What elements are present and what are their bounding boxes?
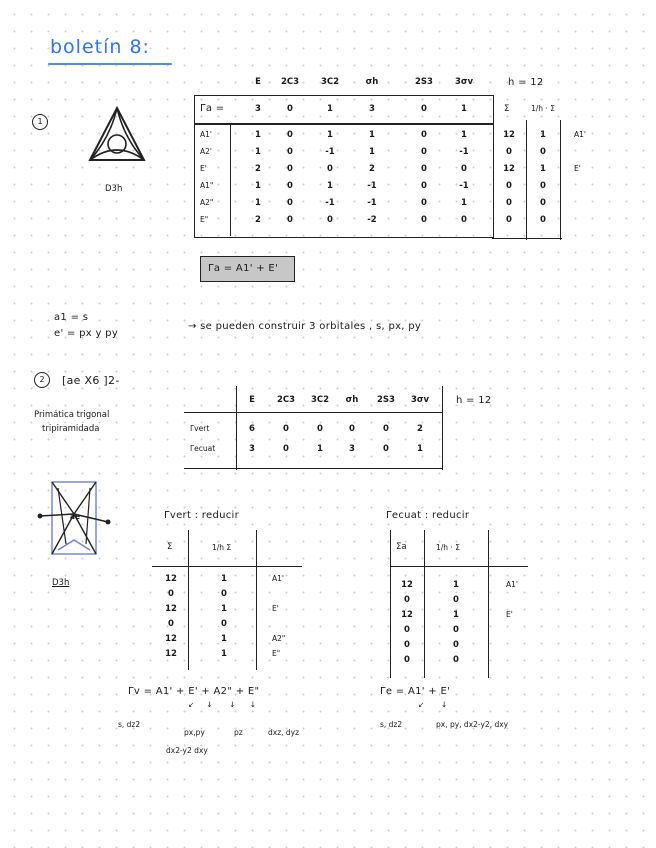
- ex2-left-h2: 1/h Σ: [212, 543, 232, 552]
- ex1-coef-0: 1: [540, 130, 546, 140]
- ex2-left-sum-4: 12: [165, 634, 177, 644]
- ex1-char-1-3: 1: [369, 147, 375, 157]
- ex1-irrep-2: E': [200, 164, 207, 173]
- ex1-col-bottom: [492, 238, 562, 239]
- ex1-char-5-3: -2: [367, 215, 377, 225]
- ex2-left-title: Γvert : reducir: [164, 510, 240, 521]
- ex1-irrep-5: E": [200, 215, 209, 224]
- ex2-header-5: 3σv: [410, 395, 430, 405]
- ex2-left-sum-3: 0: [168, 619, 174, 629]
- ex2-right-orb-1: s, dz2: [380, 720, 403, 729]
- ex1-orbital-a1: a1 = s: [54, 312, 89, 323]
- ex1-char-2-5: 0: [461, 164, 467, 174]
- ex1-coef-5: 0: [540, 215, 546, 225]
- ex1-char-0-2: 1: [327, 130, 333, 140]
- ex2-right-divider-2: [488, 530, 489, 678]
- ex2-cell-0-1: 0: [283, 424, 289, 434]
- ex2-right-title: Γecuat : reducir: [386, 510, 470, 521]
- ex2-formula: [ae X6 ]2-: [62, 374, 120, 387]
- ex2-left-orb-2: px,py: [184, 728, 205, 737]
- ex2-right-sum-4: 0: [404, 640, 410, 650]
- ex2-left-divider-1: [188, 530, 189, 670]
- ex1-char-3-1: 0: [287, 181, 293, 191]
- ex2-right-coef-5: 0: [453, 655, 459, 665]
- ex1-sum-1: 0: [506, 147, 512, 157]
- ex2-left-sum-0: 12: [165, 574, 177, 584]
- ex2-cell-1-4: 0: [383, 444, 389, 454]
- ex1-header-0: E: [255, 77, 261, 87]
- ex1-char-2-1: 0: [287, 164, 293, 174]
- ex2-header-line: [184, 412, 443, 413]
- ex1-gamma-cell-3: 3: [369, 104, 375, 114]
- ex1-gamma-cell-4: 0: [421, 104, 427, 114]
- ex1-irrep-divider: [230, 124, 231, 236]
- ex1-char-3-5: -1: [459, 181, 469, 191]
- ex2-cell-1-2: 1: [317, 444, 323, 454]
- ex2-cell-1-1: 0: [283, 444, 289, 454]
- ex2-left-coef-1: 0: [221, 589, 227, 599]
- ex2-right-label-2: E': [506, 610, 513, 619]
- ex2-row-label-1: Γecuat: [190, 444, 216, 453]
- ex2-left-coef-5: 1: [221, 649, 227, 659]
- ex1-header-3: σh: [365, 77, 379, 87]
- ex2-central-atom: ae: [70, 512, 81, 521]
- ex2-left-coef-3: 0: [221, 619, 227, 629]
- ex2-left-h1: Σ: [167, 542, 173, 552]
- exercise-1-marker: 1: [32, 114, 48, 130]
- ex1-coef-4: 0: [540, 198, 546, 208]
- ex1-char-4-1: 0: [287, 198, 293, 208]
- ex2-right-sum-0: 12: [401, 580, 413, 590]
- ex1-orbital-e: e' = px y py: [54, 328, 119, 339]
- ex2-left-arrows: ↙ ↓ ↓ ↓: [188, 700, 257, 709]
- ex2-left-coef-2: 1: [221, 604, 227, 614]
- ex1-char-2-0: 2: [255, 164, 261, 174]
- ex1-sum-4: 0: [506, 198, 512, 208]
- ex1-header-2: 3C2: [320, 77, 340, 87]
- ex1-gamma-label: Γa =: [200, 103, 225, 114]
- ex1-result-2: E': [574, 164, 581, 173]
- page-title: boletín 8:: [50, 36, 150, 58]
- ex1-char-3-3: -1: [367, 181, 377, 191]
- ex2-desc-1: Primática trigonal: [34, 410, 110, 420]
- ex1-point-group: D3h: [105, 184, 123, 194]
- ex1-char-1-5: -1: [459, 147, 469, 157]
- ex2-right-sum-3: 0: [404, 625, 410, 635]
- ex2-right-label-0: A1': [506, 580, 518, 589]
- ex2-left-coef-4: 1: [221, 634, 227, 644]
- ex2-row-label-0: Γvert: [190, 424, 210, 433]
- ex2-left-orb-1: s, dz2: [118, 720, 141, 729]
- ex2-left-label-4: A2": [272, 634, 286, 643]
- ex2-cell-0-0: 6: [249, 424, 255, 434]
- ex1-sum-2: 12: [503, 164, 515, 174]
- ex1-gamma-cell-2: 1: [327, 104, 333, 114]
- ex1-sum-5: 0: [506, 215, 512, 225]
- ex1-sum-3: 0: [506, 181, 512, 191]
- ex1-char-3-2: 1: [327, 181, 333, 191]
- ex2-header-2: 3C2: [310, 395, 330, 405]
- ex2-right-coef-3: 0: [453, 625, 459, 635]
- ex2-right-sum-1: 0: [404, 595, 410, 605]
- ex1-char-3-0: 1: [255, 181, 261, 191]
- ex1-char-5-2: 0: [327, 215, 333, 225]
- ex1-coef-header: 1/h · Σ: [531, 104, 555, 113]
- ex1-gamma-cell-0: 3: [255, 104, 261, 114]
- ex2-cell-1-3: 3: [349, 444, 355, 454]
- ex1-irrep-4: A2": [200, 198, 214, 207]
- ex1-char-2-2: 0: [327, 164, 333, 174]
- ex2-left-label-0: A1': [272, 574, 284, 583]
- ex1-irrep-3: A1": [200, 181, 214, 190]
- ex1-group-order: h = 12: [508, 77, 544, 88]
- ex2-cell-0-4: 0: [383, 424, 389, 434]
- trigonal-molecule-icon: [86, 104, 148, 166]
- ex2-right-sum-2: 12: [401, 610, 413, 620]
- ex1-coef-1: 0: [540, 147, 546, 157]
- ex2-right-orb-2: px, py, dx2-y2, dxy: [436, 720, 509, 729]
- ex1-gamma-cell-5: 1: [461, 104, 467, 114]
- ex2-left-sum-2: 12: [165, 604, 177, 614]
- ex2-right-header-line: [390, 566, 528, 567]
- ex2-left-divider-2: [256, 530, 257, 670]
- title-underline: [48, 63, 172, 65]
- ex2-cell-0-2: 0: [317, 424, 323, 434]
- ex2-left-equation: Γv = A1' + E' + A2" + E": [128, 686, 260, 697]
- ex1-char-1-0: 1: [255, 147, 261, 157]
- ex2-left-label-2: E': [272, 604, 279, 613]
- ex1-char-2-3: 2: [369, 164, 375, 174]
- ex2-left-orb-4: dxz, dyz: [268, 728, 300, 737]
- ex1-irrep-0: A1': [200, 130, 212, 139]
- ex2-header-3: σh: [345, 395, 359, 405]
- ex2-right-coef-4: 0: [453, 640, 459, 650]
- ex2-header-1: 2C3: [276, 395, 296, 405]
- ex1-col-divider-2: [560, 120, 561, 240]
- ex2-group-order: h = 12: [456, 395, 492, 406]
- ex1-char-0-3: 1: [369, 130, 375, 140]
- ex1-char-4-0: 1: [255, 198, 261, 208]
- ex1-coef-2: 1: [540, 164, 546, 174]
- ex1-gamma-cell-1: 0: [287, 104, 293, 114]
- ex1-char-0-0: 1: [255, 130, 261, 140]
- ex2-right-h1: Σa: [396, 542, 407, 552]
- ex2-right-border: [442, 386, 443, 470]
- ex1-conclusion: → se pueden construir 3 orbitales , s, px, py: [188, 321, 422, 332]
- ex2-header-0: E: [249, 395, 255, 405]
- ex2-header-4: 2S3: [377, 395, 395, 405]
- ex1-header-4: 2S3: [415, 77, 433, 87]
- ex1-char-4-3: -1: [367, 198, 377, 208]
- ex1-char-4-2: -1: [325, 198, 335, 208]
- ex2-right-h2: 1/h · Σ: [436, 543, 460, 552]
- ex2-right-divider-1: [424, 530, 425, 678]
- ex2-left-sum-1: 0: [168, 589, 174, 599]
- ex2-left-sum-5: 12: [165, 649, 177, 659]
- ex2-cell-0-5: 2: [417, 424, 423, 434]
- ex1-sum-0: 12: [503, 130, 515, 140]
- ex1-char-5-0: 2: [255, 215, 261, 225]
- ex1-char-1-2: -1: [325, 147, 335, 157]
- ex2-left-orb-3: pz: [234, 728, 243, 737]
- ex2-right-coef-1: 0: [453, 595, 459, 605]
- ex2-right-coef-2: 1: [453, 610, 459, 620]
- ex1-char-4-5: 1: [461, 198, 467, 208]
- ex1-result-0: A1': [574, 130, 586, 139]
- ex1-char-3-4: 0: [421, 181, 427, 191]
- ex1-result-text: Γa = A1' + E': [208, 263, 279, 274]
- ex2-desc-2: tripiramidada: [42, 424, 100, 434]
- ex2-right-sum-5: 0: [404, 655, 410, 665]
- ex1-char-5-5: 0: [461, 215, 467, 225]
- ex1-irrep-1: A2': [200, 147, 212, 156]
- ex1-sum-header: Σ: [504, 104, 510, 114]
- ex1-char-1-4: 0: [421, 147, 427, 157]
- ex2-right-equation: Γe = A1' + E': [380, 686, 451, 697]
- ex1-char-5-1: 0: [287, 215, 293, 225]
- ex1-char-0-1: 0: [287, 130, 293, 140]
- ex2-left-orb-5: dx2-y2 dxy: [166, 746, 208, 755]
- ex1-char-2-4: 0: [421, 164, 427, 174]
- ex2-left-header-line: [152, 566, 302, 567]
- ex2-cell-1-5: 1: [417, 444, 423, 454]
- ex2-cell-1-0: 3: [249, 444, 255, 454]
- ex2-right-coef-0: 1: [453, 580, 459, 590]
- ex1-header-1: 2C3: [280, 77, 300, 87]
- ex2-left-coef-0: 1: [221, 574, 227, 584]
- ex2-point-group: D3h: [52, 578, 70, 588]
- ex2-right-arrows: ↙ ↓: [418, 700, 448, 709]
- ex1-coef-3: 0: [540, 181, 546, 191]
- ex2-cell-0-3: 0: [349, 424, 355, 434]
- ex1-char-4-4: 0: [421, 198, 427, 208]
- exercise-2-marker: 2: [34, 372, 50, 388]
- ex1-char-0-4: 0: [421, 130, 427, 140]
- ex1-char-0-5: 1: [461, 130, 467, 140]
- ex2-left-label-5: E": [272, 649, 281, 658]
- ex1-char-1-1: 0: [287, 147, 293, 157]
- ex1-header-5: 3σv: [454, 77, 474, 87]
- ex1-char-5-4: 0: [421, 215, 427, 225]
- ex2-bottom-line: [184, 468, 443, 469]
